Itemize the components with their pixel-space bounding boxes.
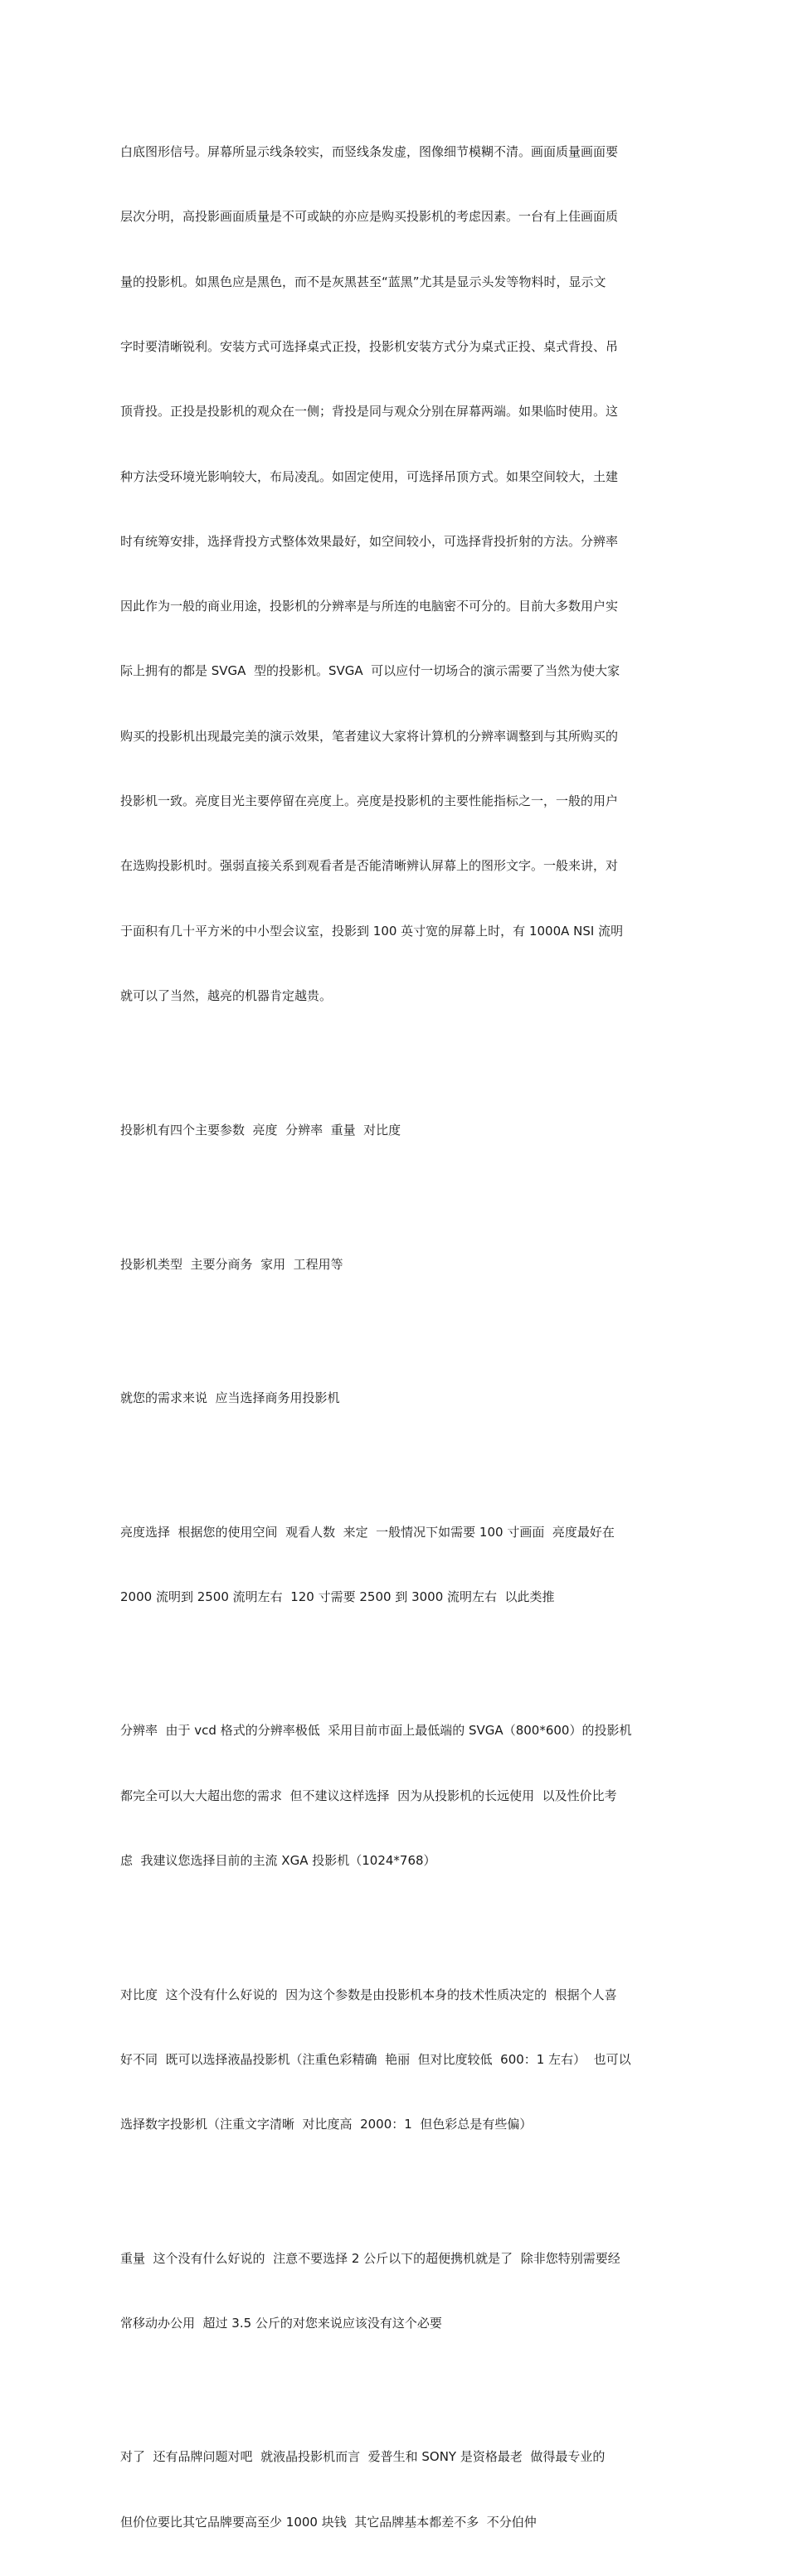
brand-line: 对了 还有品牌问题对吧 就液晶投影机而言 爱普生和 SONY 是资格最老 做得最专业的 <box>120 2449 606 2465</box>
contrast-line: 选择数字投影机（注重文字清晰 对比度高 2000：1 但色彩总是有些偏） <box>120 2117 533 2132</box>
intro-paragraph <box>120 98 674 1050</box>
need-line: 就您的需求来说 应当选择商务用投影机 <box>120 1390 340 1406</box>
intro-line: 层次分明，高投影画面质量是不可或缺的亦应是购买投影机的考虑因素。一台有上佳画面质 <box>120 209 619 225</box>
brightness-paragraph <box>120 1478 674 1652</box>
brightness-line: 2000 流明到 2500 流明左右 120 寸需要 2500 到 3000 流明左右 以此类推 <box>120 1589 555 1604</box>
types-paragraph <box>120 1210 674 1318</box>
need-paragraph <box>120 1344 674 1452</box>
contrast-line: 好不同 既可以选择液晶投影机（注重色彩精确 艳丽 但对比度较低 600：1 左右） 也可以 <box>120 2051 631 2067</box>
intro-line: 时有统筹安排，选择背投方式整体效果最好，如空间较小，可选择背投折射的方法。分辨率 <box>120 533 619 549</box>
intro-line: 种方法受环境光影响较大，布局凌乱。如固定使用，可选择吊顶方式。如果空间较大，土建 <box>120 468 619 484</box>
resolution-line: 都完全可以大大超出您的需求 但不建议这样选择 因为从投影机的长远使用 以及性价比考 <box>120 1788 617 1803</box>
document-body <box>120 98 674 2576</box>
params-paragraph <box>120 1076 674 1184</box>
intro-line: 投影机一致。亮度目光主要停留在亮度上。亮度是投影机的主要性能指标之一，一般的用户 <box>120 793 619 808</box>
brightness-line: 亮度选择 根据您的使用空间 观看人数 来定 一般情况下如需要 100 寸画面 亮度最好在 <box>120 1524 615 1540</box>
intro-line: 顶背投。正投是投影机的观众在一侧；背投是同与观众分别在屏幕两端。如果临时使用。这 <box>120 404 619 420</box>
weight-paragraph <box>120 2204 674 2377</box>
intro-line: 字时要清晰锐利。安装方式可选择桌式正投，投影机安装方式分为桌式正投、桌式背投、吊 <box>120 339 619 355</box>
intro-line: 购买的投影机出现最完美的演示效果，笔者建议大家将计算机的分辨率调整到与其所购买的 <box>120 728 619 744</box>
resolution-paragraph <box>120 1676 674 1914</box>
intro-line: 在选购投影机时。强弱直接关系到观看者是否能清晰辨认屏幕上的图形文字。一般来讲，对 <box>120 858 619 874</box>
intro-line: 际上拥有的都是 SVGA 型的投影机。SVGA 可以应付一切场合的演示需要了当然为使大家 <box>120 663 620 679</box>
brand-paragraph <box>120 2403 674 2576</box>
intro-line: 就可以了当然，越亮的机器肯定越贵。 <box>120 987 333 1003</box>
intro-line: 量的投影机。如黑色应是黑色，而不是灰黑甚至“蓝黑”尤其是显示头发等物料时，显示文 <box>120 274 606 289</box>
intro-line: 于面积有几十平方米的中小型会议室，投影到 100 英寸宽的屏幕上时，有 1000A NSI 流明 <box>120 923 624 939</box>
brand-line: 但价位要比其它品牌要高至少 1000 块钱 其它品牌基本都差不多 不分伯仲 <box>120 2514 537 2530</box>
weight-line: 重量 这个没有什么好说的 注意不要选择 2 公斤以下的超便携机就是了 除非您特别需要经 <box>120 2250 620 2266</box>
types-line: 投影机类型 主要分商务 家用 工程用等 <box>120 1256 343 1272</box>
intro-line: 白底图形信号。屏幕所显示线条较实，而竖线条发虚，图像细节模糊不清。画面质量画面要 <box>120 144 619 160</box>
weight-line: 常移动办公用 超过 3.5 公斤的对您来说应该没有这个必要 <box>120 2315 442 2331</box>
resolution-line: 虑 我建议您选择目前的主流 XGA 投影机（1024*768） <box>120 1853 436 1869</box>
contrast-paragraph <box>120 1940 674 2178</box>
resolution-line: 分辨率 由于 vcd 格式的分辨率极低 采用目前市面上最低端的 SVGA（800*600）的投影机 <box>120 1723 632 1739</box>
contrast-line: 对比度 这个没有什么好说的 因为这个参数是由投影机本身的技术性质决定的 根据个人喜 <box>120 1987 617 2002</box>
intro-line: 因此作为一般的商业用途，投影机的分辨率是与所连的电脑密不可分的。目前大多数用户实 <box>120 599 619 614</box>
params-line: 投影机有四个主要参数 亮度 分辨率 重量 对比度 <box>120 1123 401 1138</box>
